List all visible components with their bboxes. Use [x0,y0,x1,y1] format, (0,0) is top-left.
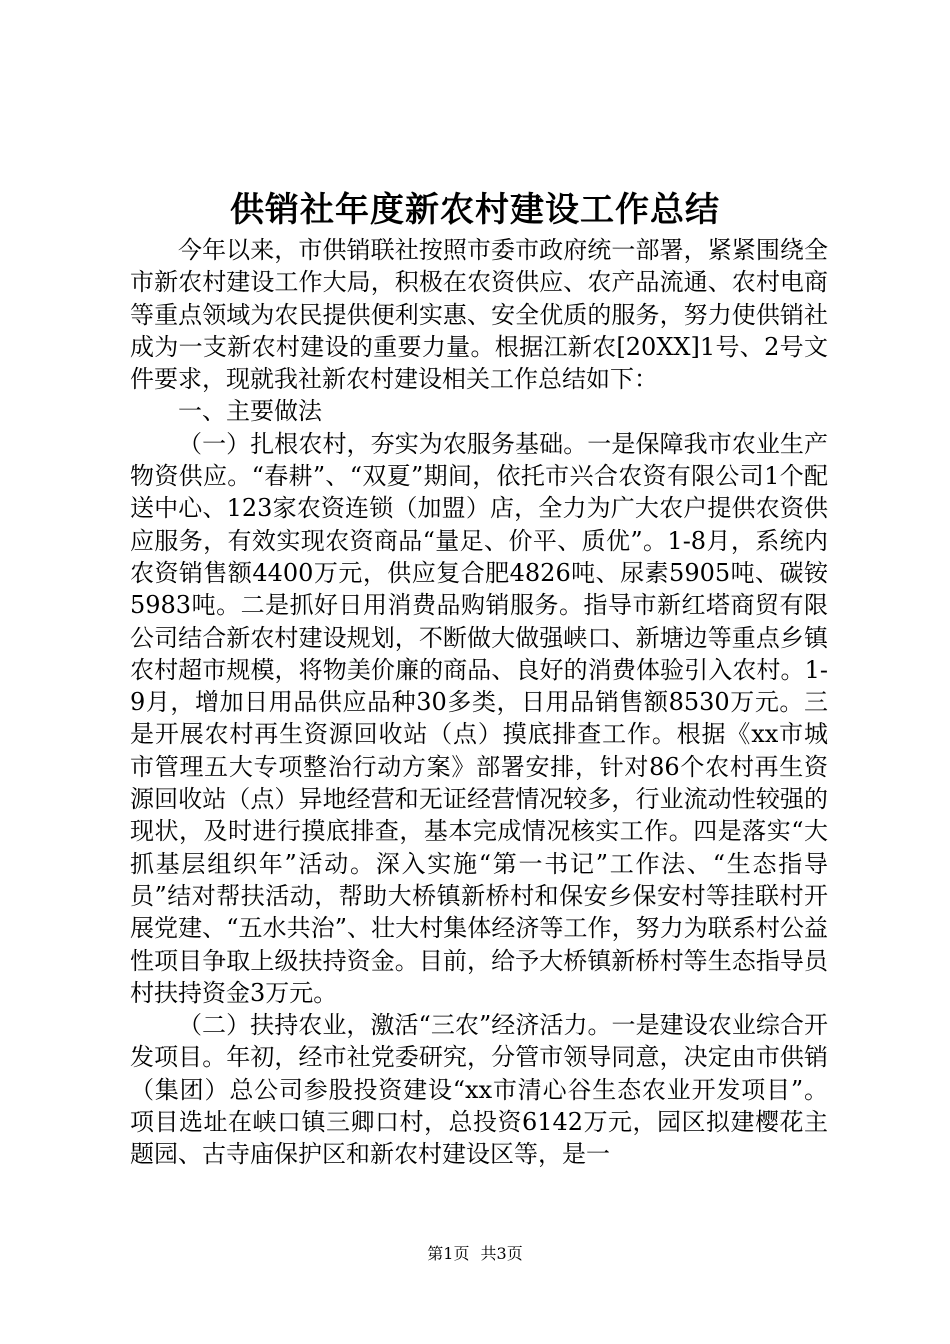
paragraph-section-2: （二）扶持农业，激活“三农”经济活力。一是建设农业综合开发项目。年初，经市社党委研究，分管市领导同意，决定由市供销（集团）总公司参股投资建设“xx市清心谷生态农业开发项目”。项目选址在峡口镇三卿口村，总投资6142万元，园区拟建樱花主题园、古寺庙保护区和新农村建设区等，是一 [130,1011,828,1169]
document-title: 供销社年度新农村建设工作总结 [230,190,720,230]
page-footer [0,1243,950,1265]
section-heading: 一、主要做法 [178,397,322,426]
paragraph-section-1: （一）扎根农村，夯实为农服务基础。一是保障我市农业生产物资供应。“春耕”、“双夏”期间，依托市兴合农资有限公司1个配送中心、123家农资连锁（加盟）店，全力为广大农户提供农资供应服务，有效实现农资商品“量足、价平、质优”。1-8月，系统内农资销售额4400万元，供应复合肥4826吨、尿素5905吨、碳铵5983吨。二是抓好日用消费品购销服务。指导市新红塔商贸有限公司结合新农村建设规划，不断做大做强峡口、新塘边等重点乡镇农村超市规模，将物美价廉的商品、良好的消费体验引入农村。1-9月，增加日用品供应品种30多类，日用品销售额8530万元。三是开展农村再生资源回收站（点）摸底排查工作。根据《xx市城市管理五大专项整治行动方案》部署安排，针对86个农村再生资源回收站（点）异地经营和无证经营情况较多，行业流动性较强的现状，及时进行摸底排查，基本完成情况核实工作。四是落实“大抓基层组织年”活动。深入实施“第一书记”工作法、“生态指导员”结对帮扶活动，帮助大桥镇新桥村和保安乡保安村等挂联村开展党建、“五水共治”、壮大村集体经济等工作，努力为联系村公益性项目争取上级扶持资金。目前，给予大桥镇新桥村等生态指导员村扶持资金3万元。 [130,429,828,1007]
page-count: 共3页 [480,1244,523,1263]
paragraph-intro: 今年以来，市供销联社按照市委市政府统一部署，紧紧围绕全市新农村建设工作大局，积极在农资供应、农产品流通、农村电商等重点领域为农民提供便利实惠、安全优质的服务，努力使供销社成为一支新农村建设的重要力量。根据江新农[20XX]1号、2号文件要求，现就我社新农村建设相关工作总结如下： [130,236,828,394]
page-number: 第1页 [427,1244,470,1263]
document-body [130,234,828,1171]
